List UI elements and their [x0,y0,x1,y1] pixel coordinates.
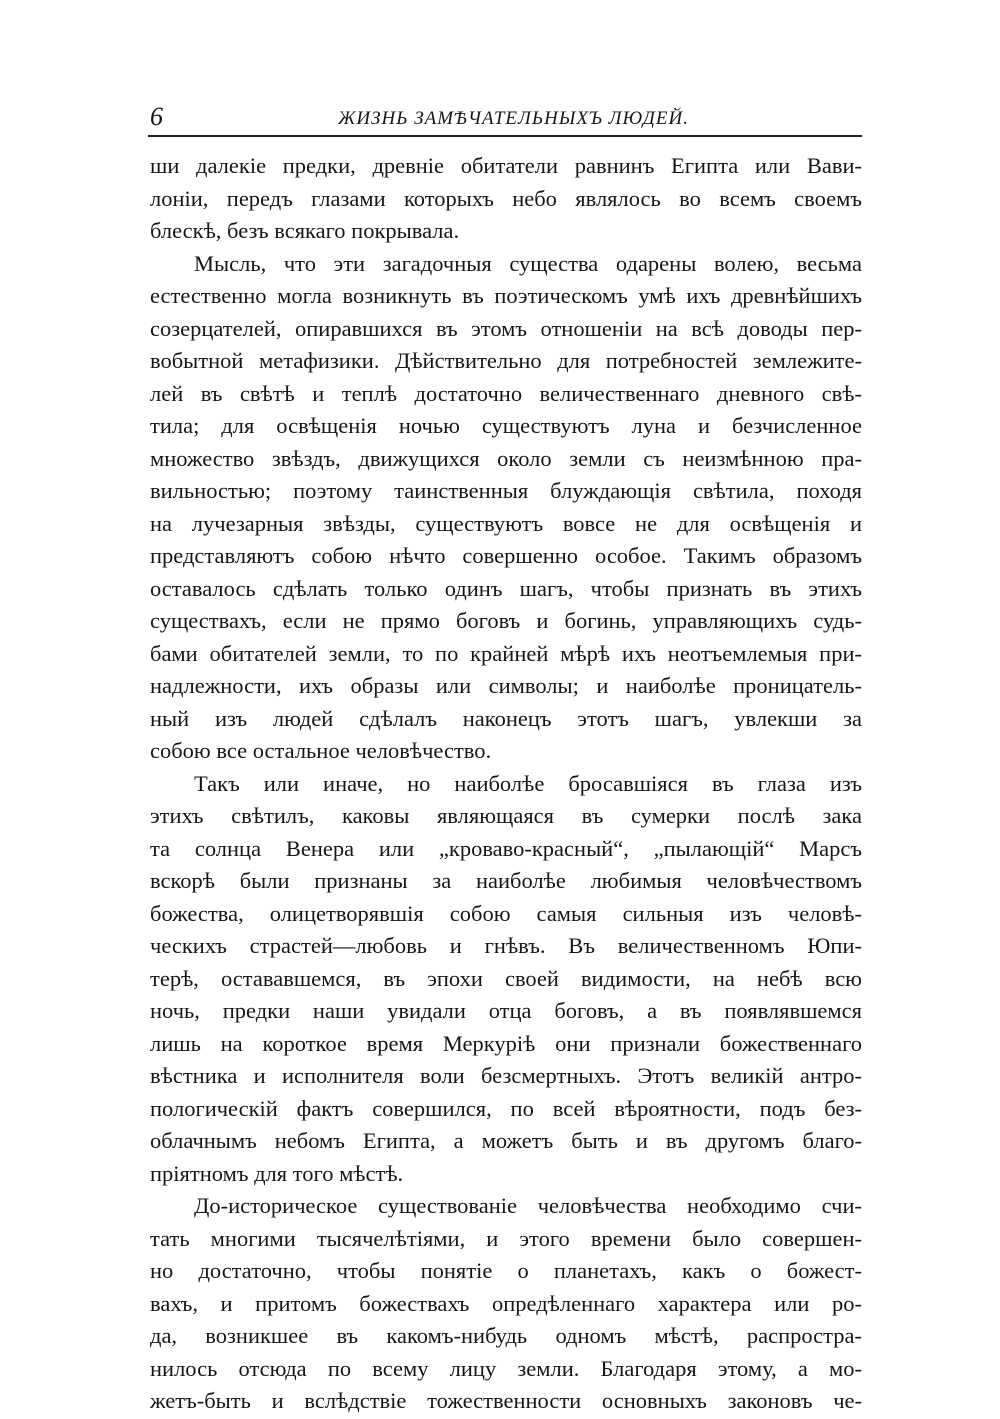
paragraph-start-line: Мысль, что эти загадочныя существа одарены волею, весьма [194,250,862,276]
text-line: вскорѣ были признаны за наиболѣе любимыя человѣчествомъ [150,868,862,893]
text-line: бами обитателей земли, то по крайней мѣрѣ ихъ неотъемлемыя при- [150,640,862,666]
text-line: пріятномъ для того мѣстѣ. [150,1160,404,1186]
text-line: ческихъ страстей—любовь и гнѣвъ. Въ величественномъ Юпи- [150,933,862,958]
text-line: надлежности, ихъ образы или символы; и наиболѣе проницатель- [150,673,862,698]
text-line: собою все остальное человѣчество. [150,738,492,763]
page-number: 6 [150,102,163,131]
running-title: ЖИЗНЬ ЗАМѢЧАТЕЛЬНЫХЪ ЛЮДЕЙ. [338,108,689,129]
text-line: естественно могла возникнуть въ поэтическомъ умѣ ихъ древнѣйшихъ [150,283,862,308]
text-line: терѣ, остававшемся, въ эпохи своей видимости, на небѣ всю [150,965,862,991]
text-line: та солнца Венера или „кроваво-красный“, „пылающій“ Марсъ [150,835,862,861]
text-line: ши далекіе предки, древніе обитатели равнинъ Египта или Вави- [150,153,862,178]
text-line: ный изъ людей сдѣлалъ наконецъ этотъ шагъ, увлекши за [150,705,862,731]
text-line: блескѣ, безъ всякаго покрывала. [150,218,460,243]
text-line: божества, олицетворявшія собою самыя сильныя изъ человѣ- [150,900,862,926]
text-line: лей въ свѣтѣ и теплѣ достаточно величественнаго дневного свѣ- [150,380,862,406]
text-line: облачнымъ небомъ Египта, а можетъ быть и въ другомъ благо- [150,1128,862,1153]
page-header [148,100,862,140]
text-line: лишь на короткое время Меркуріѣ они признали божественнаго [150,1030,862,1056]
text-line: пологическій фактъ совершился, по всей вѣроятности, подъ без- [150,1095,862,1121]
paragraph-start-line: До-историческое существованіе человѣчества необходимо счи- [194,1193,862,1218]
text-line: вобытной метафизики. Дѣйствительно для потребностей землежите- [150,348,862,373]
text-line: вильностью; поэтому таинственныя блуждающія свѣтила, походя [150,478,862,503]
text-line: вѣстника и исполнителя воли безсмертныхъ. Этотъ великій антро- [150,1063,862,1088]
text-line: тать многими тысячелѣтіями, и этого времени было совершен- [150,1225,862,1251]
text-line: вахъ, и притомъ божествахъ опредѣленнаго характера или ро- [150,1290,862,1316]
header-rule [148,135,862,137]
text-line: множество звѣздъ, движущихся около земли съ неизмѣнною пра- [150,445,862,471]
text-line: ночь, предки наши увидали отца боговъ, а въ появлявшемся [150,998,862,1023]
text-line: тила; для освѣщенія ночью существуютъ луна и безчисленное [150,413,862,438]
text-line: жетъ-быть и вслѣдствіе тожественности основныхъ законовъ че- [150,1388,862,1413]
text-line: нилось отсюда по всему лицу земли. Благодаря этому, а мо- [150,1355,862,1381]
paragraph-start-line: Такъ или иначе, но наиболѣе бросавшіяся въ глаза изъ [194,770,862,796]
text-line: существахъ, если не прямо боговъ и богинь, управляющихъ судь- [150,608,862,633]
body-text [150,150,862,1418]
text-line: но достаточно, чтобы понятіе о планетахъ, какъ о божест- [150,1258,862,1283]
text-line: оставалось сдѣлать только одинъ шагъ, чтобы признать въ этихъ [150,575,862,601]
text-line: да, возникшее въ какомъ-нибудь одномъ мѣстѣ, распростра- [150,1323,862,1348]
text-line: на лучезарныя звѣзды, существуютъ вовсе не для освѣщенія и [150,510,862,536]
text-line: созерцателей, опиравшихся въ этомъ отношеніи на всѣ доводы пер- [150,315,862,341]
text-line: представляютъ собою нѣчто совершенно особое. Такимъ образомъ [150,543,862,568]
text-line: этихъ свѣтилъ, каковы являющаяся въ сумерки послѣ зака [150,803,862,828]
text-line: лоніи, передъ глазами которыхъ небо являлось во всемъ своемъ [150,185,862,211]
